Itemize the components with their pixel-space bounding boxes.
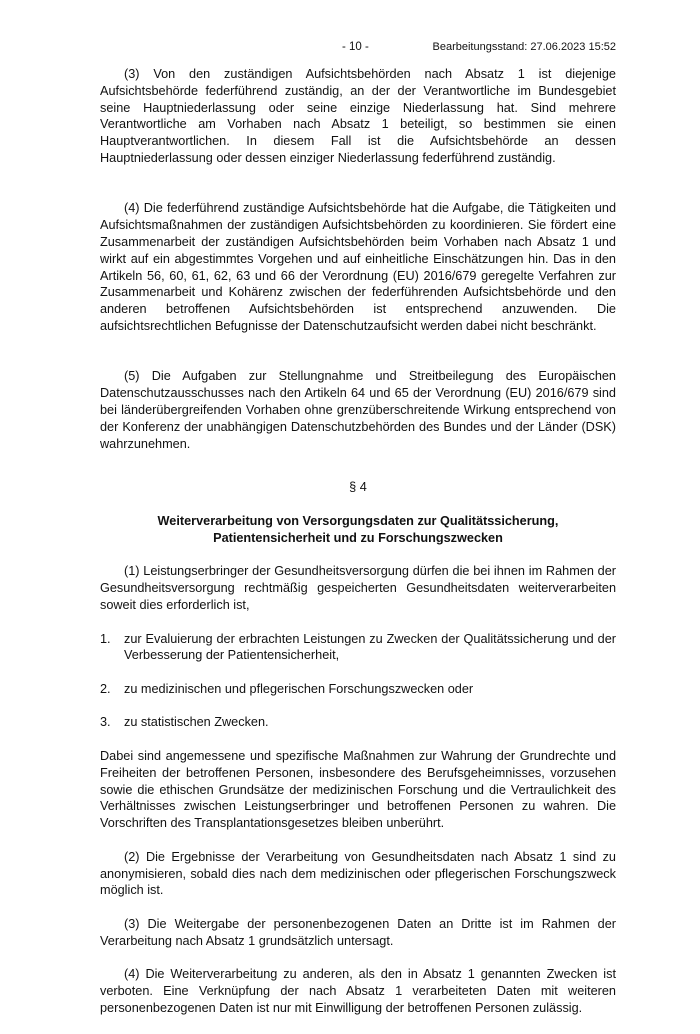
list-item-text: zur Evaluierung der erbrachten Leistungen zu Zwecken der Qualitätssicherung und der Verbesserung der Patientensicherheit,: [124, 631, 616, 663]
section-paragraph-2: (2) Die Ergebnisse der Verarbeitung von Gesundheitsdaten nach Absatz 1 sind zu anonymisieren, sobald dies nach dem medizinischen oder pflegerischen Forschungszweck möglich ist.: [100, 849, 616, 898]
section-number: § 4: [349, 480, 367, 495]
section-paragraph-after-list: Dabei sind angemessene und spezifische Maßnahmen zur Wahrung der Grundrechte und Freiheiten der betroffenen Personen, insbesondere des Berufsgeheimnisses, vorzusehen sowie die ethischen Grundsätze der medizinischen Forschung und die Vertraulichkeit des Verhältnisses zwischen Leistungserbringer und betroffenen Personen zu wahren. Die Vorschriften des Transplantationsgesetzes bleiben unberührt.: [100, 749, 616, 831]
section-paragraph-4: (4) Die Weiterverarbeitung zu anderen, als den in Absatz 1 genannten Zwecken ist verboten. Eine Verknüpfung der nach Absatz 1 verarbeiteten Daten mit weiteren personenbezogenen Daten ist nur mit Einwilligung der betroffenen Personen zulässig.: [100, 967, 616, 1016]
list-item-text: zu statistischen Zwecken.: [124, 715, 269, 730]
section-paragraph-1: (1) Leistungserbringer der Gesundheitsversorgung dürfen die bei ihnen im Rahmen der Gesundheitsversorgung rechtmäßig gespeicherten Gesundheitsdaten weiterverarbeiten soweit dies erforderlich ist,: [100, 564, 616, 612]
document-body: [100, 66, 616, 1034]
page-number: - 10 -: [342, 41, 369, 53]
paragraph-4: (4) Die federführend zuständige Aufsichtsbehörde hat die Aufgabe, die Tätigkeiten und Aufsichtsmaßnahmen der zuständigen Aufsichtsbehörden zu koordinieren. Sie fördert eine Zusammenarbeit der zuständigen Aufsichtsbehörden beim Vorhaben nach Absatz 1 und wirkt auf ein abgestimmtes Vorgehen und auf einheitliche Einschätzungen hin. Das in den Artikeln 56, 60, 61, 62, 63 und 66 der Verordnung (EU) 2016/679 geregelte Verfahren zur Zusammenarbeit und Kohärenz zwischen der federführenden Aufsichtsbehörde und den anderen betroffenen Aufsichtsbehörden ist entsprechend anzuwenden. Die aufsichtsrechtlichen Befugnisse der Datenschutzaufsicht werden dabei nicht beschränkt.: [100, 201, 616, 333]
list-item: [100, 631, 616, 665]
paragraph-3: (3) Von den zuständigen Aufsichtsbehörden nach Absatz 1 ist diejenige Aufsichtsbehörde federführend zuständig, an der der Verantwortliche im Bundesgebiet seine Hauptniederlassung oder seine einzige Niederlassung hat. Sind mehrere Verantwortliche am Vorhaben nach Absatz 1 beteiligt, so bestimmen sie einen Hauptverantwortlichen. In diesem Fall ist die Aufsichtsbehörde an dessen Hauptniederlassung oder dessen einziger Niederlassung federführend zuständig.: [100, 67, 616, 165]
list-item-text: zu medizinischen und pflegerischen Forschungszwecken oder: [124, 681, 474, 696]
list-item: [100, 681, 616, 698]
list-item: [100, 714, 616, 731]
section-title: Weiterverarbeitung von Versorgungsdaten zur Qualitätssicherung, Patientensicherheit und zu Forschungszwecken: [157, 513, 559, 545]
list-item-number: 1.: [100, 631, 111, 646]
section-paragraph-3: (3) Die Weitergabe der personenbezogenen Daten an Dritte ist im Rahmen der Verarbeitung nach Absatz 1 grundsätzlich untersagt.: [100, 917, 616, 948]
revision-status: Bearbeitungsstand: 27.06.2023 15:52: [432, 41, 616, 53]
list-item-number: 3.: [100, 715, 111, 730]
paragraph-5: (5) Die Aufgaben zur Stellungnahme und Streitbeilegung des Europäischen Datenschutzausschusses nach den Artikeln 64 und 65 der Verordnung (EU) 2016/679 sind bei länderübergreifenden Vorhaben ohne grenzüberschreitende Wirkung entsprechend von der Konferenz der unabhängigen Datenschutzbehörden des Bundes und der Länder (DSK) wahrzunehmen.: [100, 369, 616, 451]
list-item-number: 2.: [100, 681, 111, 696]
page-header: [0, 41, 700, 57]
